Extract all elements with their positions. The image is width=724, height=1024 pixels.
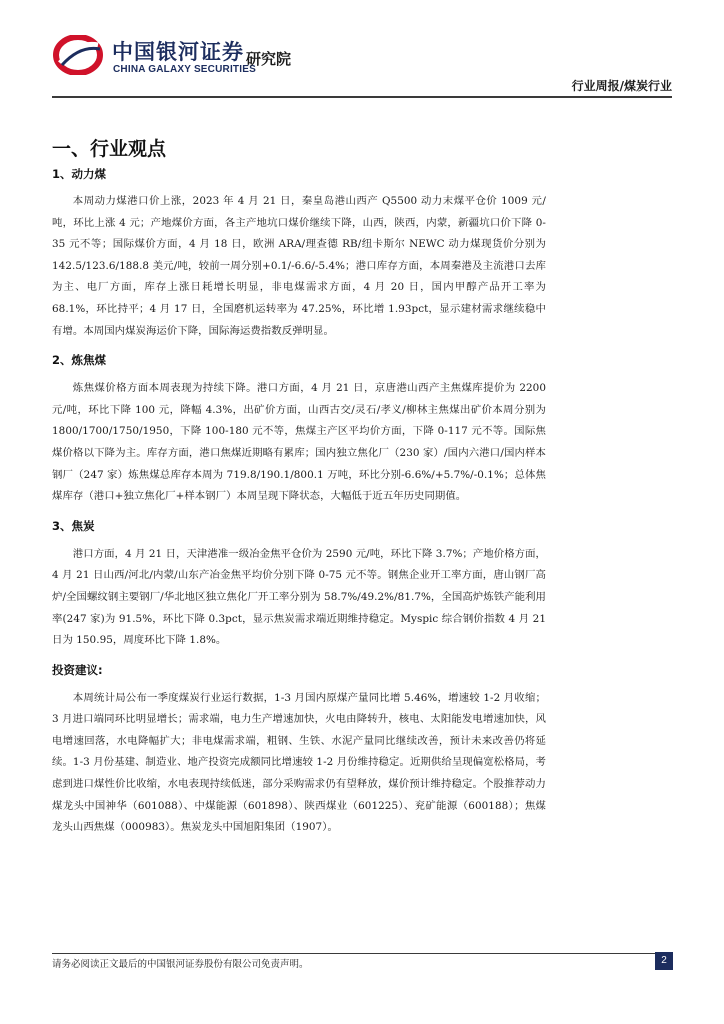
- logo-english-name: CHINA GALAXY SECURITIES: [113, 64, 256, 75]
- report-type-label: 行业周报/煤炭行业: [571, 79, 672, 93]
- footer-disclaimer: 请务必阅读正文最后的中国银河证券股份有限公司免责声明。: [52, 959, 309, 970]
- subsection-heading-thermal-coal: 1、动力煤: [52, 167, 107, 181]
- institute-label: 研究院: [246, 50, 292, 68]
- report-body: [52, 137, 546, 839]
- paragraph-coking-coal: 炼焦煤价格方面本周表现为持续下降。港口方面，4 月 21 日，京唐港山西产主焦煤库提价为 2200 元/吨，环比下降 100 元，降幅 4.3%，出矿价方面，山西古交/灵石/孝义/柳林主焦煤出矿价本周分别为 1800/1700/1750/1950，下降 100-180 元不等，焦煤主产区平均价方面，下降 0-117 元不等。国际焦煤价格以下降为主。库存方面，港口焦煤近期略有累库；国内独立焦化厂（230 家）/国内六港口/国内样本钢厂（247 家）炼焦煤总库存本周为 719.8/190.1/800.1 万吨，环比分别-6.6%/+5.7%/-0.1%；总体焦煤库存（港口+独立焦化厂+样本钢厂）本周呈现下降状态，大幅低于近五年历史同期值。: [52, 382, 546, 503]
- subsection-heading-investment-advice: 投资建议:: [52, 662, 103, 677]
- subsection-heading-coking-coal: 2、炼焦煤: [52, 353, 107, 368]
- subsection-heading-coke: 3、焦炭: [52, 518, 95, 533]
- section-title: 一、行业观点: [52, 138, 167, 160]
- logo-chinese-name: 中国银河证券: [112, 40, 244, 64]
- paragraph-coke: 港口方面，4 月 21 日，天津港准一级冶金焦平仓价为 2590 元/吨，环比下降 3.7%；产地价格方面，4 月 21 日山西/河北/内蒙/山东产冶金焦平均价分别下降 0-75 元不等。钢焦企业开工率方面，唐山钢厂高炉/全国螺纹钢主要钢厂/华北地区独立焦化厂开工率分别为 58.7%/49.2%/81.7%，全国高炉炼铁产能利用率(247 家)为 91.5%，环比下降 0.3pct，显示焦炭需求端近期维持稳定。Myspic 综合钢价指数 4 月 21 日为 150.95，周度环比下降 1.8%。: [52, 547, 546, 647]
- page-number: 2: [655, 952, 673, 970]
- paragraph-investment-advice: 本周统计局公布一季度煤炭行业运行数据，1-3 月国内原煤产量同比增 5.46%，增速较 1-2 月收缩；3 月进口端同环比明显增长；需求端，电力生产增速加快，火电由降转升，核电、太阳能发电增速加快，风电增速回落，水电降幅扩大；非电煤需求端，粗钢、生铁、水泥产量同比继续改善，预计未来改善仍将延续。1-3 月份基建、制造业、地产投资完成额同比增速较 1-2 月份维持稳定。近期供给呈现偏宽松格局，考虑到进口煤性价比收缩，水电表现持续低迷，部分采购需求仍有望释放，煤价预计维持稳定。个股推荐动力煤龙头中国神华（601088）、中煤能源（601898）、陕西煤业（601225）、兖矿能源（600188）；焦煤龙头山西焦煤（000983）。焦炭龙头中国旭阳集团（1907）。: [52, 691, 546, 834]
- header-divider: [52, 96, 672, 98]
- paragraph-thermal-coal: 本周动力煤港口价上涨，2023 年 4 月 21 日，秦皇岛港山西产 Q5500 动力末煤平仓价 1009 元/吨，环比上涨 4 元；产地煤价方面，各主产地坑口煤价继续下降，山西，陕西，内蒙，新疆坑口价下降 0-35 元不等；国际煤价方面，4 月 18 日，欧洲 ARA/理查德 RB/纽卡斯尔 NEWC 动力煤现货价分别为 142.5/123.6/188.8 美元/吨，较前一周分别+0.1/-6.6/-5.4%；港口库存方面，本周秦港及主流港口去库为主、电厂方面，库存上涨日耗增长明显，非电煤需求方面，4 月 20 日，国内甲醇产品开工率为 68.1%，环比持平；4 月 17 日，全国磨机运转率为 47.25%，环比增 1.93pct，显示建材需求继续稳中有增。本周国内煤炭海运价下降，国际海运费指数反弹明显。: [52, 195, 546, 337]
- footer-divider: [52, 953, 672, 954]
- page-header: [0, 0, 724, 96]
- galaxy-logo-icon: [52, 35, 104, 75]
